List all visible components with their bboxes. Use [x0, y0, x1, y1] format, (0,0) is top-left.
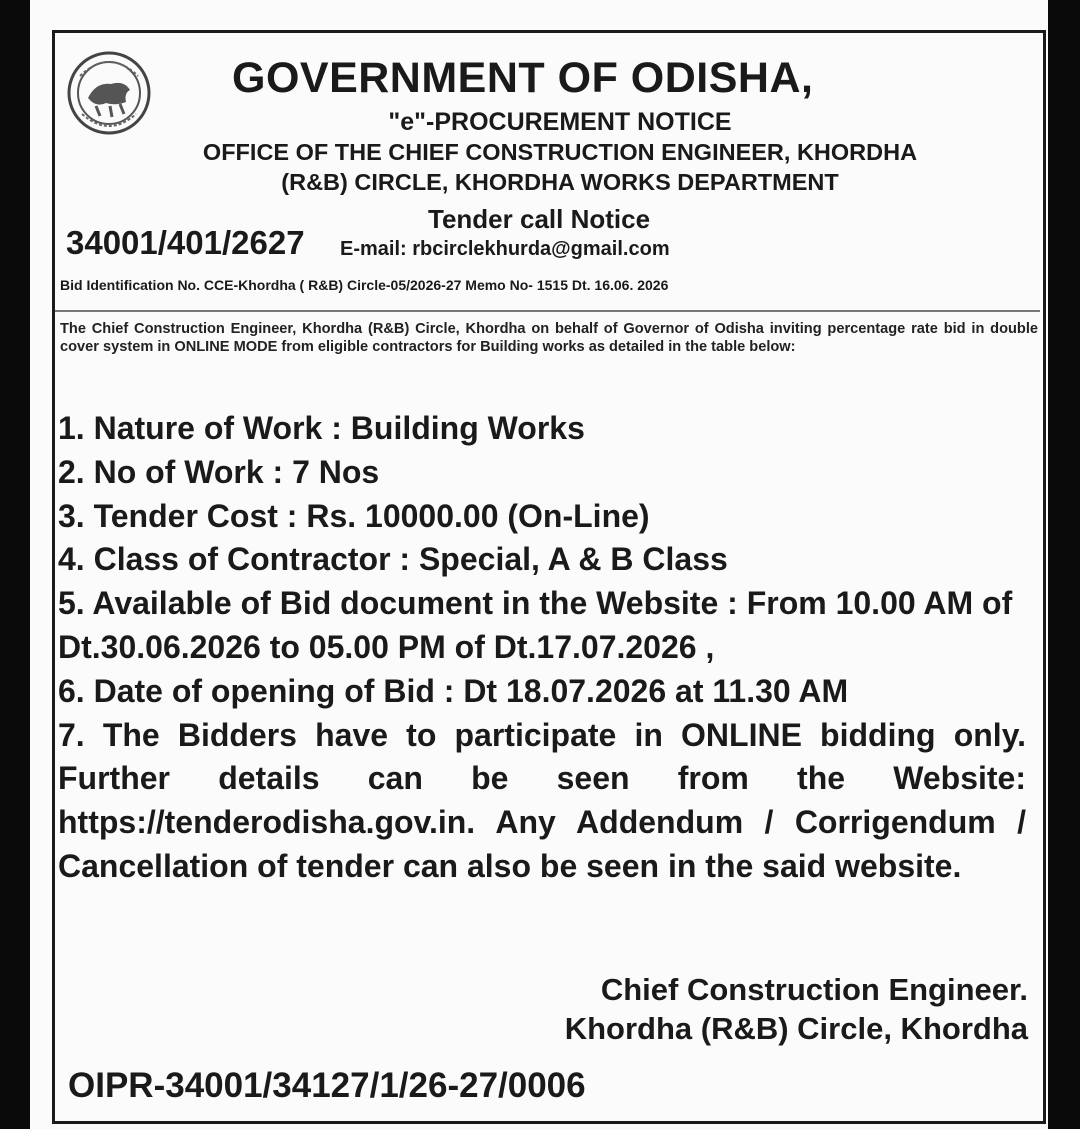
bid-identification: Bid Identification No. CCE-Khordha ( R&B) Circle-05/2026-27 Memo No- 1515 Dt. 16.06. 2026 [60, 277, 669, 293]
office-line-2: (R&B) CIRCLE, KHORDHA WORKS DEPARTMENT [281, 169, 839, 195]
list-item: 3. Tender Cost : Rs. 10000.00 (On-Line) [58, 497, 650, 534]
notice-items-list [58, 407, 1026, 889]
list-item: 4. Class of Contractor : Special, A & B Class [58, 541, 728, 578]
list-item: 6. Date of opening of Bid : Dt 18.07.2026 at 11.30 AM [58, 672, 849, 709]
notice-type: "e"-PROCUREMENT NOTICE [388, 108, 732, 136]
oipr-number: OIPR-34001/34127/1/26-27/0006 [68, 1066, 586, 1105]
reference-number: 34001/401/2627 [66, 224, 305, 261]
list-item: 5. Available of Bid document in the Website : From 10.00 AM of Dt.30.06.2026 to 05.00 PM of Dt.17.07.2026 , [58, 585, 1013, 665]
intro-paragraph: The Chief Construction Engineer, Khordha (R&B) Circle, Khordha on behalf of Governor of Odisha inviting percentage rate bid in double cover system in ONLINE MODE from eligible contractors for Building works as detailed in the table below: [60, 321, 1038, 355]
government-heading: GOVERNMENT OF ODISHA, [232, 54, 814, 102]
list-item: 7. The Bidders have to participate in ONLINE bidding only. Further details can be seen from the Website: https://tenderodisha.gov.in. Any Addendum / Corrigendum / Cancellation of tender can also be seen in the said website. [58, 716, 1026, 884]
list-item: 1. Nature of Work : Building Works [58, 410, 585, 446]
list-item: 2. No of Work : 7 Nos [58, 453, 380, 490]
office-line-1: OFFICE OF THE CHIEF CONSTRUCTION ENGINEER, KHORDHA [202, 139, 918, 165]
signatory-designation: Chief Construction Engineer. [600, 972, 1028, 1007]
tender-title: Tender call Notice [428, 204, 651, 234]
signatory-office: Khordha (R&B) Circle, Khordha [564, 1011, 1028, 1046]
contact-email: E-mail: rbcirclekhurda@gmail.com [340, 238, 670, 260]
divider [55, 310, 1040, 312]
